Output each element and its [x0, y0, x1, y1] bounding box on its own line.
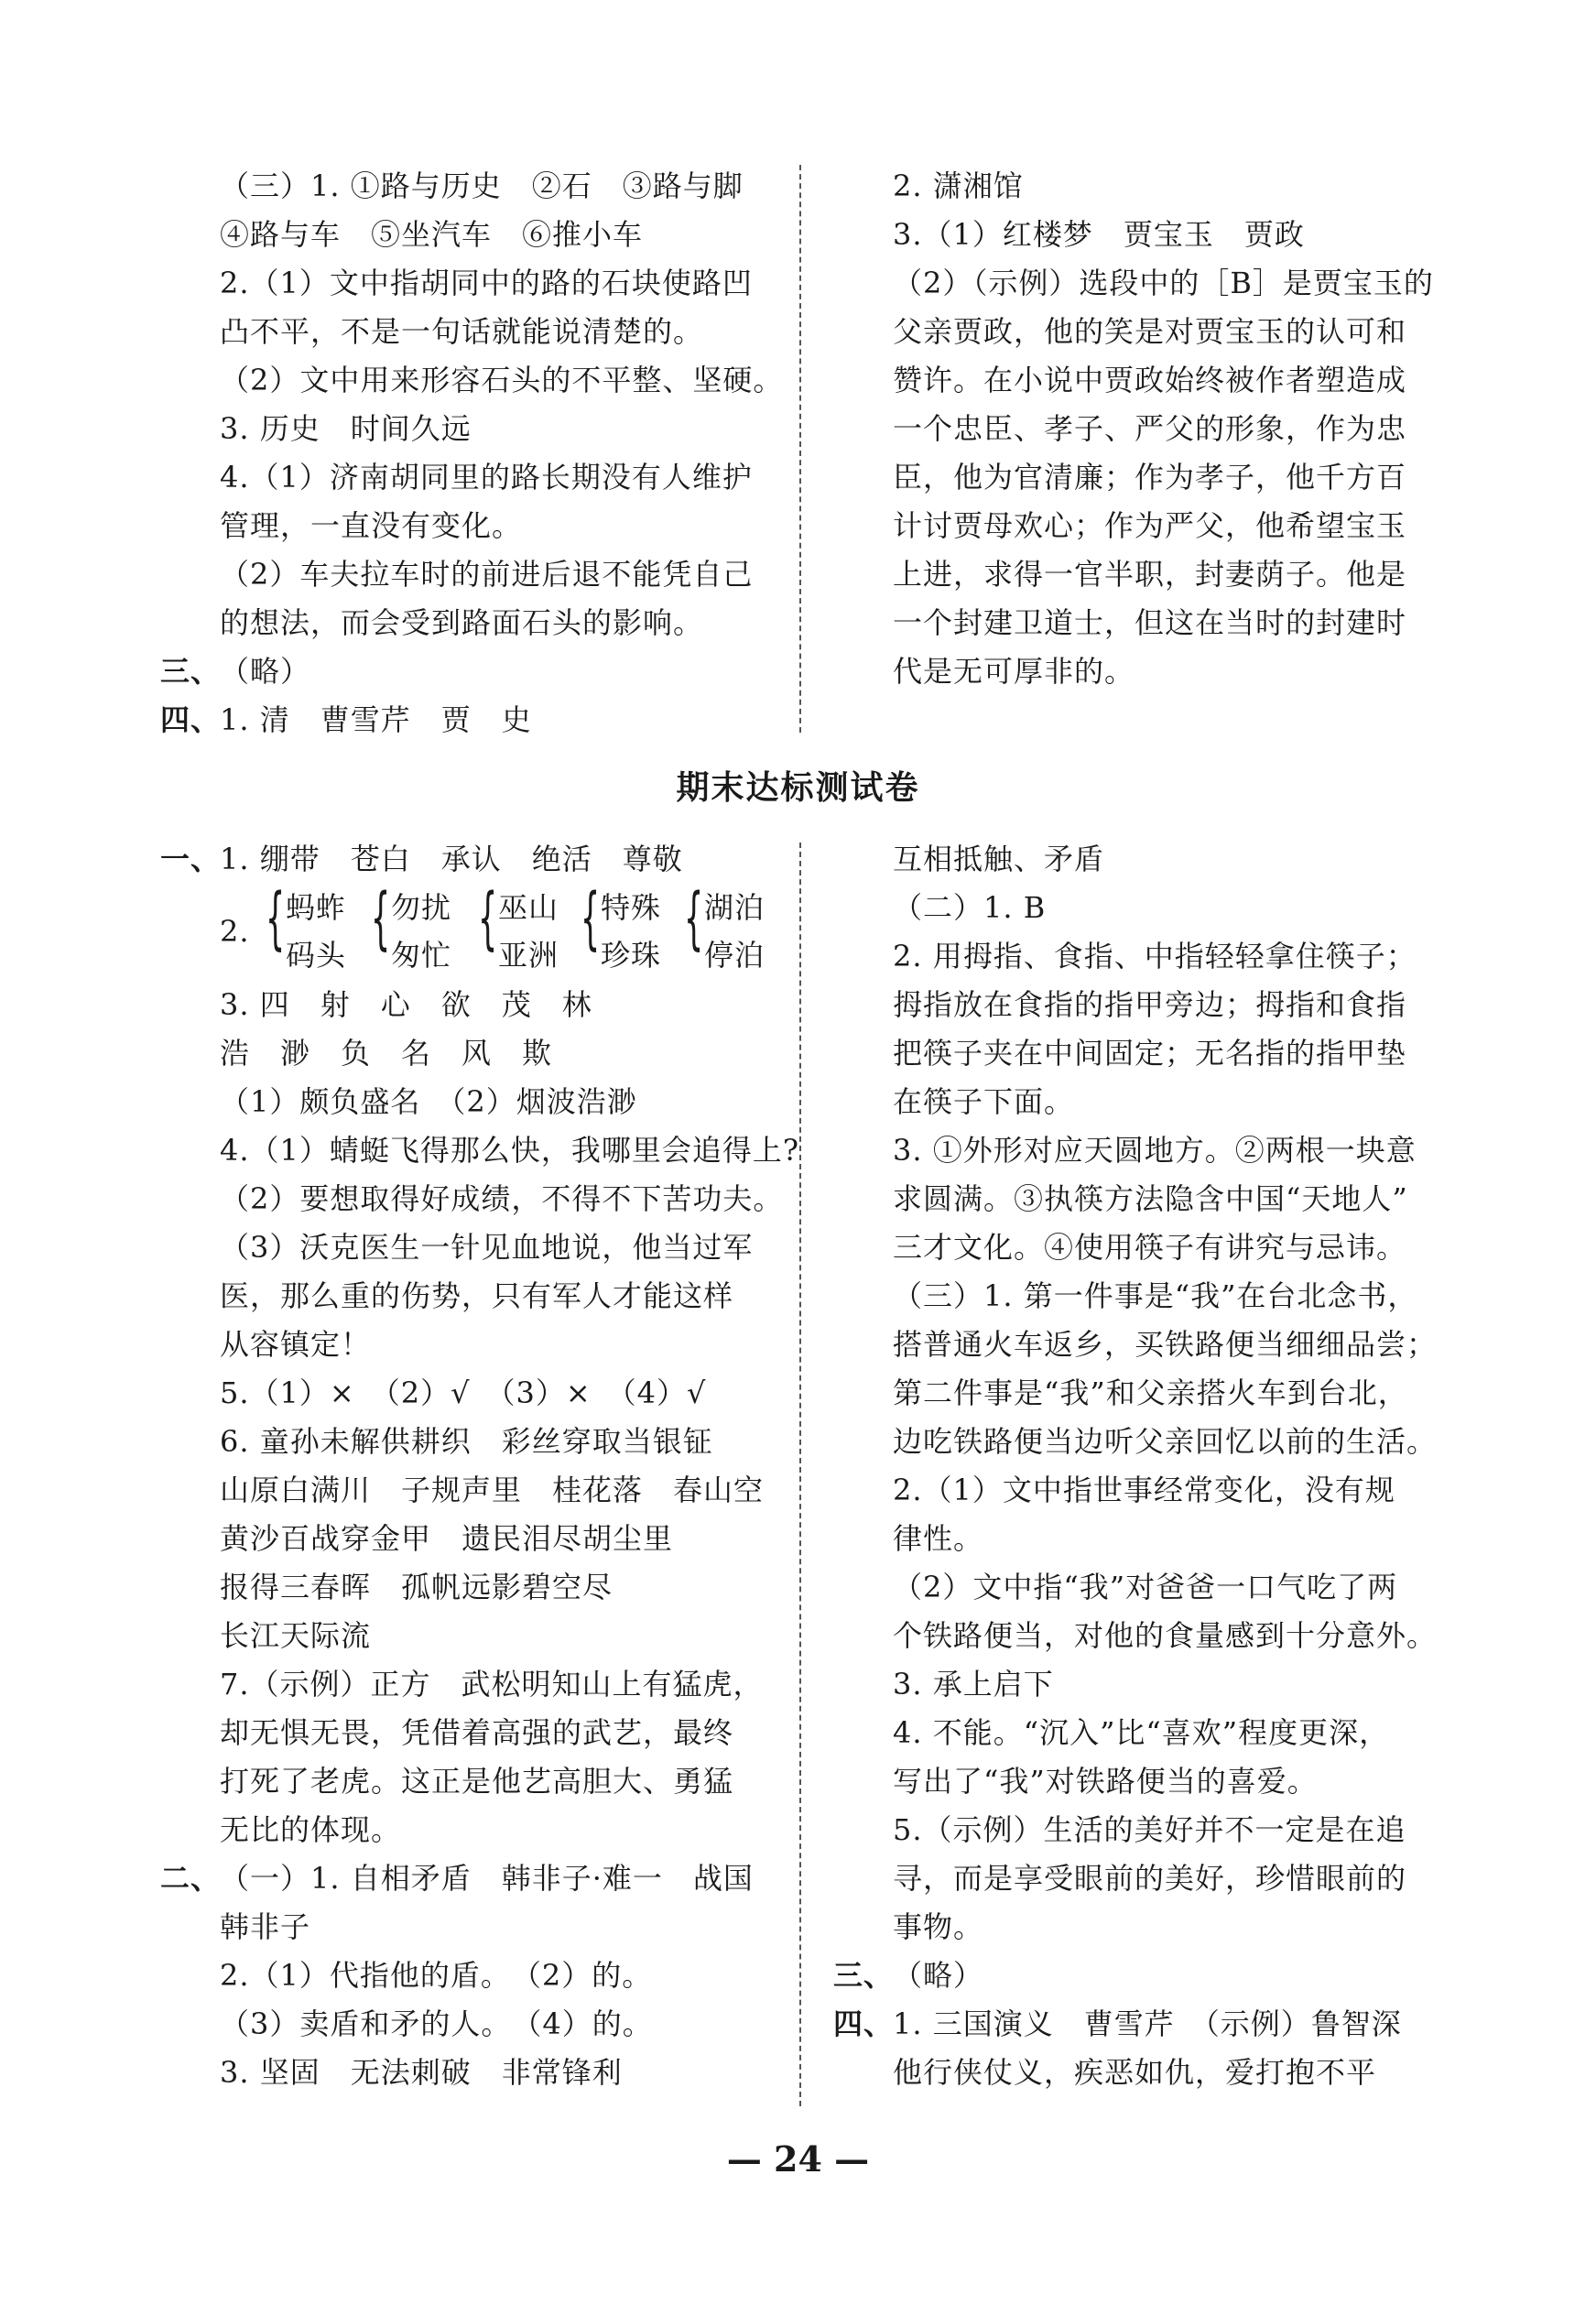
text-line: （略） [893, 1958, 984, 1993]
column-divider [799, 843, 801, 2106]
text-line: 无比的体现。 [220, 1812, 402, 1847]
text-line: 2. 用拇指、食指、中指轻轻拿住筷子； [893, 939, 1417, 973]
text-line: 写出了“我”对铁路便当的喜爱。 [893, 1764, 1318, 1799]
brace-icon: { [684, 879, 704, 958]
text-line: 3.（1）红楼梦 贾宝玉 贾政 [893, 217, 1305, 252]
pair-word-b: 匆忙 [391, 938, 452, 973]
text-line: 韩非子 [220, 1909, 311, 1944]
pair-word-b: 停泊 [704, 938, 765, 973]
text-line: 3. 承上启下 [893, 1667, 1054, 1702]
text-line: ④路与车 ⑤坐汽车 ⑥推小车 [220, 217, 644, 252]
brace-icon: { [266, 879, 286, 958]
text-line: 把筷子夹在中间固定；无名指的指甲垫 [893, 1036, 1407, 1071]
text-line: 3. 四 射 心 欲 茂 林 [220, 987, 592, 1022]
text-line: （2）文中指“我”对爸爸一口气吃了两 [893, 1570, 1398, 1604]
text-line: 4.（1）济南胡同里的路长期没有人维护 [220, 460, 753, 495]
pair-word-a: 湖泊 [704, 890, 765, 925]
section-label: 二、 [160, 1861, 222, 1896]
text-line: 却无惧无畏，凭借着高强的武艺，最终 [220, 1715, 734, 1750]
section-label: 三、 [160, 654, 222, 689]
section-label: 一、 [160, 842, 222, 876]
section-label: 四、 [833, 2006, 895, 2041]
text-line: 个铁路便当，对他的食量感到十分意外。 [893, 1618, 1438, 1653]
pair-word-b: 珍珠 [601, 938, 662, 973]
text-line: 寻，而是享受眼前的美好，珍惜眼前的 [893, 1861, 1407, 1896]
text-line: 黄沙百战穿金甲 遗民泪尽胡尘里 [220, 1521, 674, 1556]
pair-word-a: 巫山 [498, 890, 559, 925]
text-line: （三）1. 第一件事是“我”在台北念书， [893, 1278, 1418, 1313]
text-line: 1. 绷带 苍白 承认 绝活 尊敬 [220, 842, 683, 876]
text-line: 边吃铁路便当边听父亲回忆以前的生活。 [893, 1424, 1438, 1459]
question-number: 2. [220, 914, 250, 949]
text-line: 5.（1）× （2）√ （3）× （4）√ [220, 1375, 707, 1410]
text-line: 上进，求得一官半职，封妻荫子。他是 [893, 557, 1407, 592]
text-line: 第二件事是“我”和父亲搭火车到台北， [893, 1375, 1408, 1410]
text-line: 在筷子下面。 [893, 1084, 1075, 1119]
text-line: 事物。 [893, 1909, 984, 1944]
text-line: 一个封建卫道士，但这在当时的封建时 [893, 605, 1407, 640]
section-label: 三、 [833, 1958, 895, 1993]
text-line: 1. 三国演义 曹雪芹 （示例）鲁智深 [893, 2006, 1402, 2041]
text-line: 2.（1）文中指世事经常变化，没有规 [893, 1473, 1395, 1507]
text-line: 医，那么重的伤势，只有军人才能这样 [220, 1278, 734, 1313]
text-line: 从容镇定！ [220, 1327, 372, 1362]
text-line: （2）车夫拉车时的前进后退不能凭自己 [220, 557, 754, 592]
text-line: 打死了老虎。这正是他艺高胆大、勇猛 [220, 1764, 734, 1799]
text-line: （2）（示例）选段中的［B］是贾宝玉的 [893, 266, 1434, 300]
text-line: 代是无可厚非的。 [893, 654, 1135, 689]
text-line: 凸不平，不是一句话就能说清楚的。 [220, 314, 704, 349]
text-line: 管理，一直没有变化。 [220, 508, 523, 543]
text-line: 2. 潇湘馆 [893, 169, 1024, 203]
text-line: 三才文化。④使用筷子有讲究与忌讳。 [893, 1230, 1407, 1265]
text-line: 的想法，而会受到路面石头的影响。 [220, 605, 704, 640]
text-line: （3）卖盾和矛的人。 （4）的。 [220, 2006, 653, 2041]
pair-word-b: 亚洲 [498, 938, 559, 973]
pair-word-b: 码头 [286, 938, 347, 973]
text-line: 5.（示例）生活的美好并不一定是在追 [893, 1812, 1406, 1847]
text-line: 6. 童孙未解供耕织 彩丝穿取当银钲 [220, 1424, 713, 1459]
text-line: （略） [220, 654, 311, 689]
text-line: （一）1. 自相矛盾 韩非子·难一 战国 [220, 1861, 754, 1896]
pair-word-a: 勿扰 [391, 890, 452, 925]
section-label: 四、 [160, 702, 222, 737]
text-line: 求圆满。③执筷方法隐含中国“天地人” [893, 1181, 1408, 1216]
text-line: 山原白满川 子规声里 桂花落 春山空 [220, 1473, 765, 1507]
text-line: 3. 坚固 无法刺破 非常锋利 [220, 2055, 623, 2090]
text-line: 1. 清 曹雪芹 贾 史 [220, 702, 532, 737]
text-line: 计讨贾母欢心；作为严父，他希望宝玉 [893, 508, 1407, 543]
pair-word-a: 特殊 [601, 890, 662, 925]
text-line: 浩 渺 负 名 风 欺 [220, 1036, 553, 1071]
text-line: 2.（1）代指他的盾。 （2）的。 [220, 1958, 653, 1993]
pair-word-a: 蚂蚱 [286, 890, 347, 925]
text-line: 3. 历史 时间久远 [220, 411, 472, 446]
section-title: 期末达标测试卷 [676, 768, 920, 807]
text-line: 拇指放在食指的指甲旁边；拇指和食指 [893, 987, 1407, 1022]
text-line: 7.（示例）正方 武松明知山上有猛虎， [220, 1667, 764, 1702]
text-line: （三）1. ①路与历史 ②石 ③路与脚 [220, 169, 744, 203]
text-line: （3）沃克医生一针见血地说，他当过军 [220, 1230, 754, 1265]
text-line: 4. 不能。“沉入”比“喜欢”程度更深， [893, 1715, 1390, 1750]
text-line: （2）文中用来形容石头的不平整、坚硬。 [220, 363, 784, 397]
text-line: 臣，他为官清廉；作为孝子，他千方百 [893, 460, 1407, 495]
text-line: 搭普通火车返乡，买铁路便当细细品尝； [893, 1327, 1438, 1362]
text-line: 父亲贾政，他的笑是对贾宝玉的认可和 [893, 314, 1407, 349]
text-line: 长江天际流 [220, 1618, 372, 1653]
brace-icon: { [478, 879, 498, 958]
brace-icon: { [371, 879, 391, 958]
page-number: — 24 — [726, 2138, 870, 2180]
text-line: 3. ①外形对应天圆地方。②两根一块意 [893, 1133, 1417, 1168]
text-line: （2）要想取得好成绩，不得不下苦功夫。 [220, 1181, 784, 1216]
text-line: 报得三春晖 孤帆远影碧空尽 [220, 1570, 613, 1604]
text-line: 赞许。在小说中贾政始终被作者塑造成 [893, 363, 1407, 397]
text-line: 律性。 [893, 1521, 984, 1556]
column-divider [799, 165, 801, 733]
text-line: 互相抵触、矛盾 [893, 842, 1105, 876]
text-line: 4.（1）蜻蜓飞得那么快，我哪里会追得上? [220, 1133, 800, 1168]
text-line: 2.（1）文中指胡同中的路的石块使路凹 [220, 266, 753, 300]
text-line: 他行侠仗义，疾恶如仇，爱打抱不平 [893, 2055, 1377, 2090]
text-line: （二）1. B [893, 890, 1047, 925]
brace-icon: { [581, 879, 601, 958]
text-line: 一个忠臣、孝子、严父的形象，作为忠 [893, 411, 1407, 446]
text-line: （1）颇负盛名 （2）烟波浩渺 [220, 1084, 637, 1119]
